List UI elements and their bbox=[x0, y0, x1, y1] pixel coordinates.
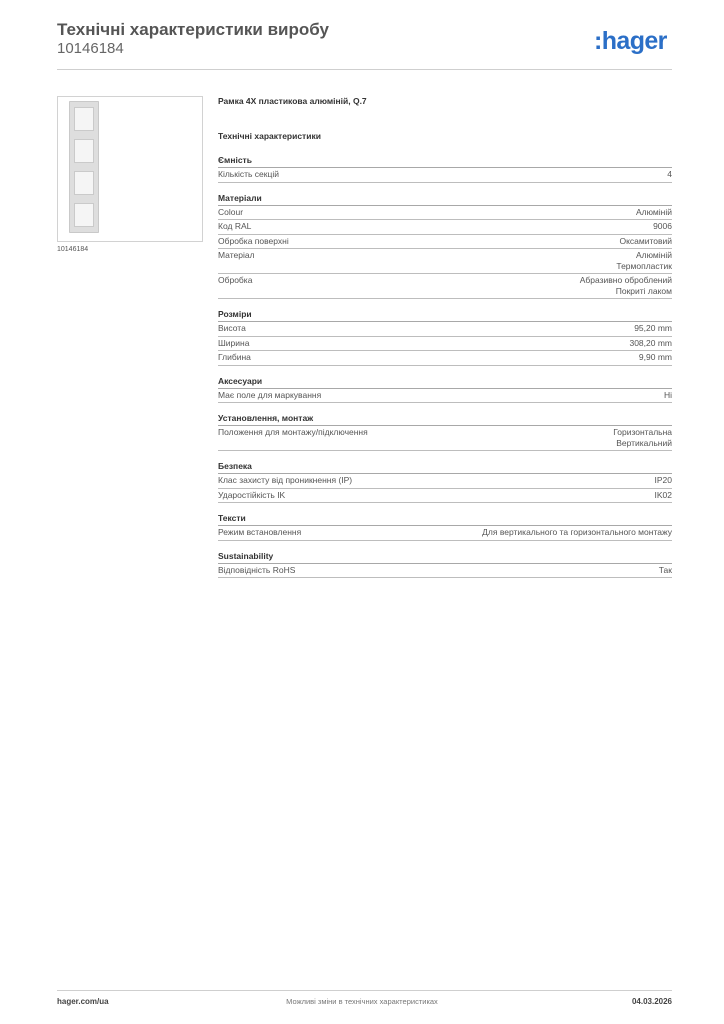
spec-sections bbox=[218, 153, 672, 578]
section-title: Sustainability bbox=[218, 549, 672, 564]
spec-heading: Технічні характеристики bbox=[218, 131, 321, 141]
spec-label: Положення для монтажу/підключення bbox=[218, 427, 368, 437]
specifications bbox=[218, 94, 672, 578]
spec-section bbox=[218, 307, 672, 366]
spec-value-line: Ні bbox=[663, 389, 672, 400]
spec-value-line: Вертикальний bbox=[616, 437, 672, 448]
page-title: Технічні характеристики виробу bbox=[57, 20, 329, 39]
spec-label: Матеріал bbox=[218, 250, 255, 260]
spec-value-line: 9,90 mm bbox=[638, 352, 672, 362]
spec-value-line: Абразивно оброблений bbox=[579, 275, 672, 285]
section-title: Розміри bbox=[218, 307, 672, 322]
spec-value-line: Горизонтальна bbox=[613, 427, 672, 437]
spec-row bbox=[218, 322, 672, 337]
frame-cell bbox=[74, 139, 94, 163]
section-title: Матеріали bbox=[218, 191, 672, 206]
spec-label: Обробка поверхні bbox=[218, 235, 289, 246]
header-divider bbox=[57, 69, 672, 70]
footer-note: Можливі зміни в технічних характеристиках bbox=[286, 997, 438, 1006]
spec-row bbox=[218, 489, 672, 504]
spec-value bbox=[667, 169, 672, 180]
spec-label: Режим встановлення bbox=[218, 527, 302, 537]
product-code: 10146184 bbox=[57, 40, 124, 57]
spec-value bbox=[659, 565, 672, 576]
footer-date: 04.03.2026 bbox=[631, 997, 672, 1006]
frame-cell bbox=[74, 203, 94, 227]
spec-value-line: 308,20 mm bbox=[629, 337, 672, 348]
spec-section bbox=[218, 549, 672, 579]
spec-value bbox=[655, 490, 673, 501]
spec-label: Colour bbox=[218, 206, 244, 217]
frame-cell bbox=[74, 107, 94, 131]
spec-row bbox=[218, 351, 672, 366]
spec-value bbox=[655, 475, 673, 486]
spec-label: Обробка bbox=[218, 275, 253, 285]
spec-section bbox=[218, 411, 672, 451]
spec-value bbox=[613, 427, 672, 448]
spec-section bbox=[218, 511, 672, 541]
hager-logo: :hager bbox=[594, 27, 667, 55]
product-image bbox=[57, 96, 203, 242]
spec-value-line: Алюміній bbox=[636, 250, 672, 260]
section-title: Аксесуари bbox=[218, 374, 672, 389]
section-title: Безпека bbox=[218, 459, 672, 474]
spec-label: Код RAL bbox=[218, 221, 252, 231]
spec-value-line: 95,20 mm bbox=[634, 323, 672, 333]
spec-value bbox=[629, 338, 672, 349]
spec-value-line: Алюміній bbox=[636, 206, 672, 217]
spec-row bbox=[218, 526, 672, 541]
spec-value bbox=[636, 207, 672, 218]
spec-row bbox=[218, 206, 672, 221]
spec-value-line: Покриті лаком bbox=[615, 285, 672, 296]
footer-divider bbox=[57, 990, 672, 991]
spec-row bbox=[218, 220, 672, 235]
spec-label: Має поле для маркування bbox=[218, 389, 322, 400]
spec-value-line: IK02 bbox=[654, 489, 672, 500]
section-title: Тексти bbox=[218, 511, 672, 526]
spec-row bbox=[218, 474, 672, 489]
frame-4x-illustration bbox=[69, 101, 99, 233]
spec-section bbox=[218, 153, 672, 183]
spec-label: Ударостійкість IK bbox=[218, 489, 286, 500]
spec-value bbox=[634, 323, 672, 334]
spec-label: Відповідність RoHS bbox=[218, 564, 296, 575]
spec-section bbox=[218, 374, 672, 404]
spec-label: Висота bbox=[218, 323, 246, 333]
image-caption: 10146184 bbox=[57, 246, 89, 253]
spec-row bbox=[218, 274, 672, 299]
section-title: Установлення, монтаж bbox=[218, 411, 672, 426]
spec-row bbox=[218, 564, 672, 579]
spec-value-line: Термопластик bbox=[616, 260, 672, 271]
spec-value-line: 4 bbox=[667, 169, 672, 179]
spec-label: Глибина bbox=[218, 352, 251, 362]
footer-website: hager.com/ua bbox=[57, 997, 109, 1006]
spec-value bbox=[616, 250, 672, 271]
frame-cell bbox=[74, 171, 94, 195]
spec-value-line: IP20 bbox=[654, 475, 672, 485]
spec-section bbox=[218, 191, 672, 300]
spec-row bbox=[218, 337, 672, 352]
spec-label: Кількість секцій bbox=[218, 169, 279, 179]
spec-value-line: Оксамитовий bbox=[619, 235, 672, 246]
spec-value bbox=[580, 275, 672, 296]
spec-row bbox=[218, 249, 672, 274]
section-title: Ємність bbox=[218, 153, 672, 168]
spec-label: Ширина bbox=[218, 337, 250, 348]
spec-row bbox=[218, 235, 672, 250]
spec-value bbox=[482, 527, 672, 538]
spec-section bbox=[218, 459, 672, 503]
spec-value bbox=[664, 390, 672, 401]
spec-value-line: 9006 bbox=[653, 221, 672, 231]
spec-row bbox=[218, 389, 672, 404]
spec-value-line: Так bbox=[658, 564, 672, 575]
spec-value bbox=[639, 352, 672, 363]
spec-value-line: Для вертикального та горизонтального монтажу bbox=[482, 527, 672, 537]
spec-value bbox=[653, 221, 672, 232]
product-name: Рамка 4X пластикова алюміній, Q.7 bbox=[218, 96, 367, 106]
spec-value bbox=[619, 236, 672, 247]
spec-row bbox=[218, 426, 672, 451]
spec-row bbox=[218, 168, 672, 183]
spec-label: Клас захисту від проникнення (IP) bbox=[218, 475, 353, 485]
